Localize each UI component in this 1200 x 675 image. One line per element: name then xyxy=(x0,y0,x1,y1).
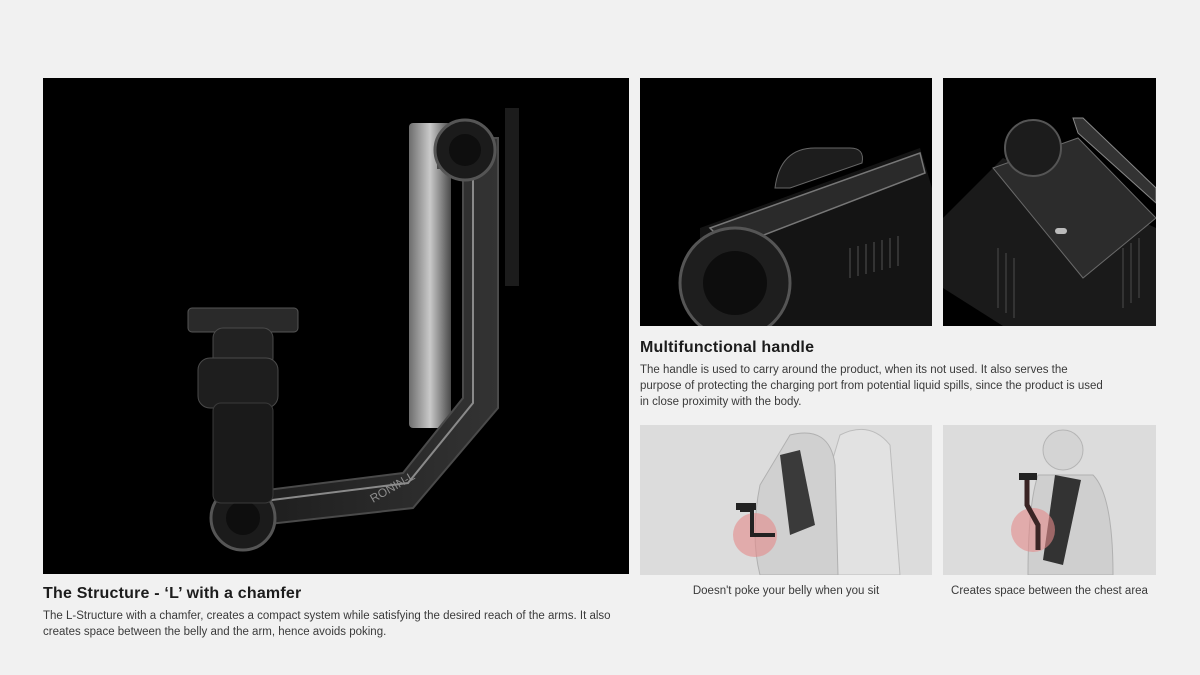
chest-caption: Creates space between the chest area xyxy=(951,585,1148,597)
ronin-engraving: RONIN-L xyxy=(367,468,418,506)
standing-figure-illustration xyxy=(943,425,1156,575)
standing-usage-sketch xyxy=(943,425,1156,575)
handle-closeup-photo xyxy=(640,78,932,326)
structure-heading: The Structure - ‘L’ with a chamfer xyxy=(43,585,302,602)
handle-render xyxy=(640,78,932,326)
structure-description: The L-Structure with a chamfer, creates a compact system while satisfying the desired reach of the arms. It also creates space between the belly and the arm, hence avoids poking. xyxy=(43,610,611,638)
main-product-photo xyxy=(43,78,629,574)
charging-port-photo xyxy=(943,78,1156,326)
gimbal-illustration xyxy=(43,78,629,574)
handle-description: The handle is used to carry around the product, when its not used. It also serves the purpose of protecting the charging port from potential liquid spills, since the product is used in close proximity with the body. xyxy=(640,364,1103,408)
sitting-figure-illustration xyxy=(640,425,932,575)
handle-heading: Multifunctional handle xyxy=(640,339,815,356)
sit-caption: Doesn't poke your belly when you sit xyxy=(692,585,880,597)
charging-port-render xyxy=(943,78,1156,326)
sitting-usage-sketch xyxy=(640,425,932,575)
